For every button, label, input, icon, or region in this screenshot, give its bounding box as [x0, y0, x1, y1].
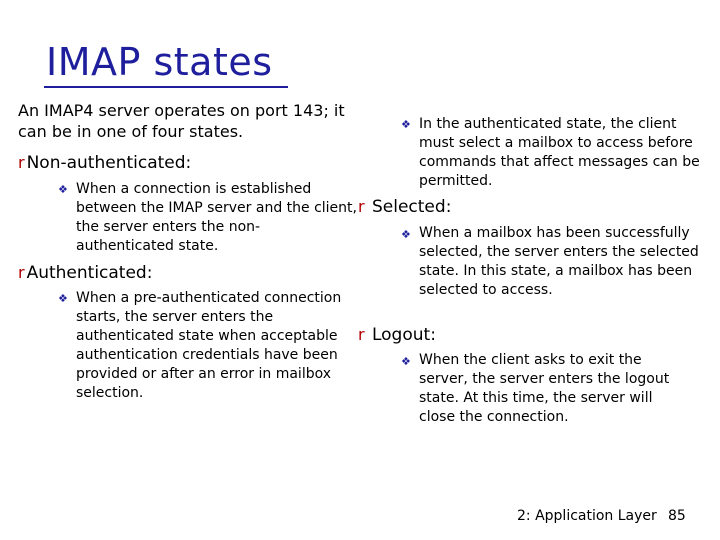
intro-text: An IMAP4 server operates on port 143; it can be in one of four states. — [18, 101, 345, 141]
bullet-label-auth: Authenticated — [26, 263, 147, 283]
bullet-label-selected: Selected — [371, 197, 446, 217]
bullet-marker: r — [18, 153, 25, 172]
slide-title: IMAP states — [46, 40, 273, 84]
bullet-nonauthenticated — [18, 153, 191, 173]
logout-description: When the client asks to exit the server, the server enters the logout state. At this time, the server will close the connection. — [419, 352, 670, 425]
sub-bullet-icon: ❖ — [401, 228, 411, 241]
sub-bullet-icon: ❖ — [58, 183, 68, 196]
sub-bullet-icon: ❖ — [401, 118, 411, 131]
bullet-suffix: : — [445, 197, 452, 217]
footer-chapter: 2: Application Layer — [517, 508, 657, 524]
sub-bullet-icon: ❖ — [401, 355, 411, 368]
footer-page-number: 85 — [668, 508, 686, 524]
title-underline — [44, 86, 288, 88]
bullet-authenticated — [18, 263, 152, 283]
bullet-suffix: : — [430, 325, 436, 345]
bullet-suffix: : — [146, 263, 153, 283]
bullet-selected — [358, 197, 451, 217]
bullet-label-nonauth: Non-authenticated — [26, 153, 186, 173]
auth-description: When a pre-authenticated connection starts, the server enters the authenticated state when acceptable authentication credentials have been provided or after an error in mailbox selection. — [76, 290, 342, 401]
selected-description: When a mailbox has been successfully selected, the server enters the selected state. In this state, a mailbox has been selected to access. — [419, 225, 699, 298]
bullet-label-logout: Logout — [371, 325, 431, 345]
bullet-marker: r — [18, 263, 25, 282]
auth-note: In the authenticated state, the client must select a mailbox to access before commands that affect messages can be permitted. — [419, 116, 700, 189]
bullet-suffix: : — [185, 153, 192, 173]
bullet-logout — [358, 325, 436, 345]
nonauth-description: When a connection is established between the IMAP server and the client, the server enters the non-authenticated state. — [76, 181, 357, 254]
bullet-marker: r — [358, 325, 365, 344]
bullet-marker: r — [358, 197, 365, 216]
sub-bullet-icon: ❖ — [58, 292, 68, 305]
